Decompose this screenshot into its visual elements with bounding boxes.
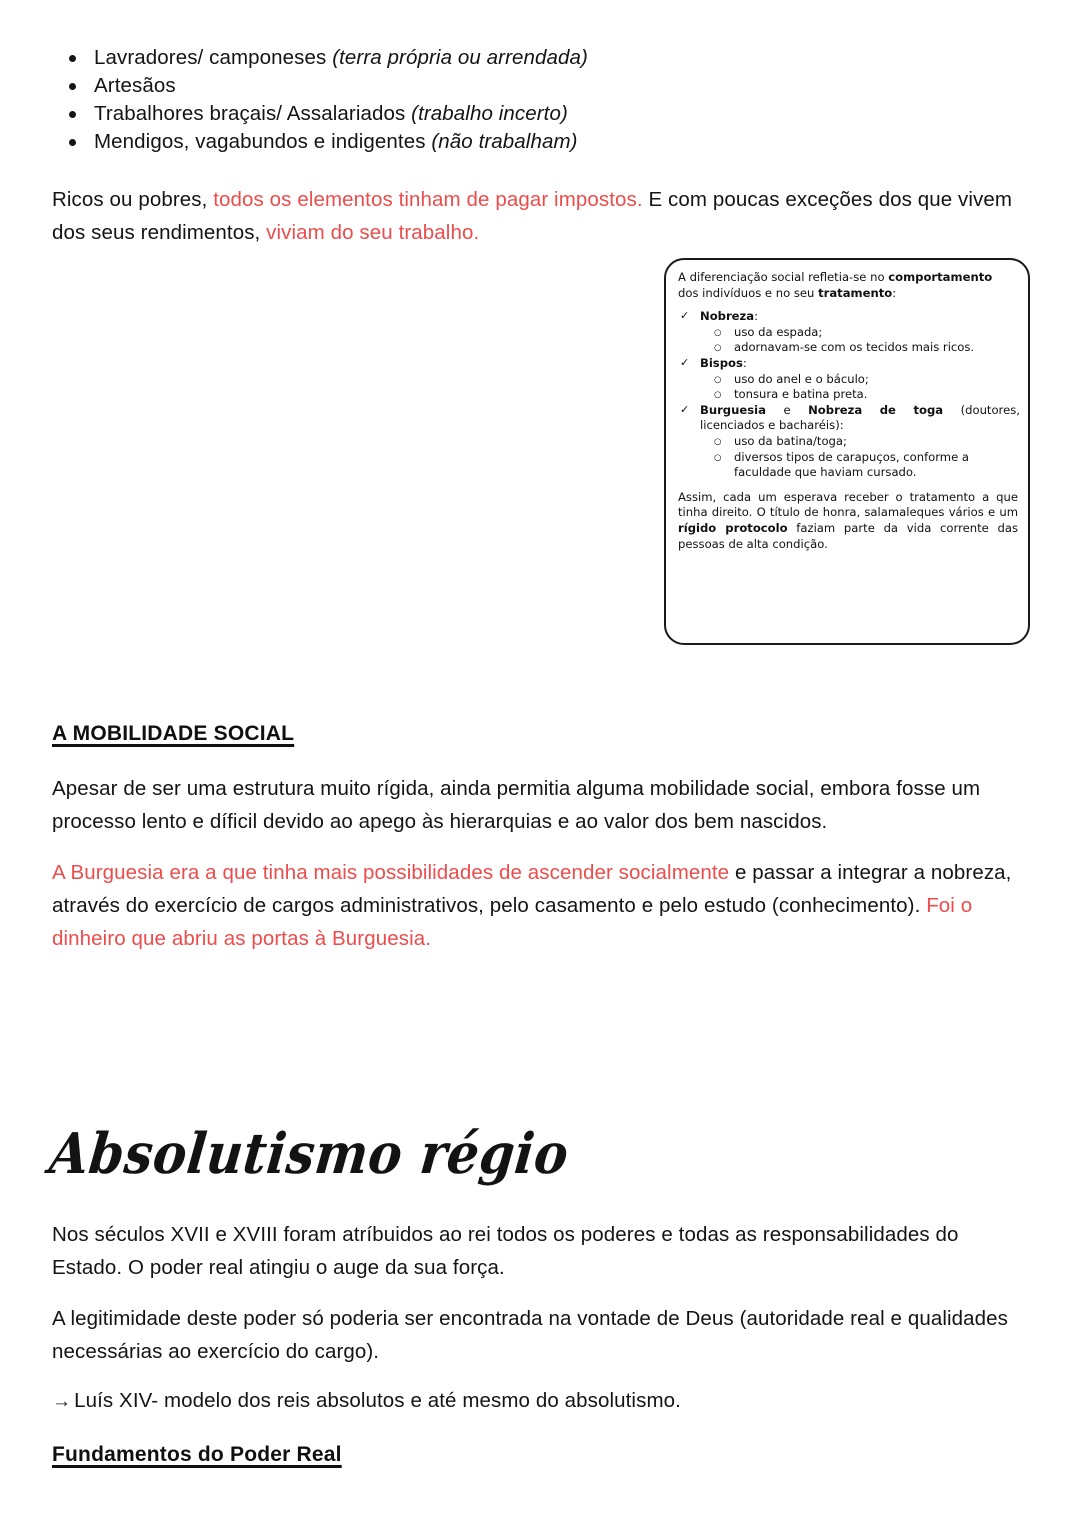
list-item-text: Mendigos, vagabundos e indigentes	[94, 130, 432, 153]
inset-intro-bold: comportamento	[888, 270, 993, 284]
paragraph-mobilidade: Apesar de ser uma estrutura muito rígida, ainda permitia alguma mobilidade social, embora fosse um processo lento e díficil devido ao apego às hierarquias e ao valor dos bem nascidos.	[52, 777, 981, 833]
inset-group-word: e	[783, 402, 791, 417]
inset-sub-list	[700, 325, 1022, 356]
inset-group-bispos	[678, 356, 1022, 403]
highlight-text: A Burguesia era a que tinha mais possibilidades de ascender socialmente	[52, 861, 730, 884]
inset-outro-bold: rígido protocolo	[678, 520, 788, 535]
list-item	[52, 128, 1012, 156]
inset-intro-text: dos indivíduos e no seu	[678, 285, 819, 300]
inset-sub-item: ○ uso da espada;	[700, 325, 1022, 341]
inset-intro-colon: :	[892, 285, 897, 300]
inset-sub-list	[700, 372, 1022, 403]
inset-sub-item: ○ uso do anel e o báculo;	[700, 372, 1022, 388]
text-segment: e passar a integrar a nobreza, através do exercício de cargos administrativos, pelo casamento e pelo estudo (conhecimento).	[52, 861, 1012, 917]
paragraph-burguesia	[52, 856, 1017, 955]
list-item	[52, 44, 1012, 72]
inset-group-title-row	[700, 403, 1022, 419]
arrow-right-icon: →	[52, 1391, 72, 1412]
paragraph-legitimidade: A legitimidade deste poder só poderia ser encontrada na vontade de Deus (autoridade real e qualidades necessárias ao exercício do cargo).	[52, 1307, 1009, 1363]
highlight-text: todos os elementos tinham de pagar impostos.	[213, 188, 643, 211]
inset-sub-list	[700, 434, 1022, 465]
list-item-note: (não trabalham)	[431, 130, 578, 153]
paragraph-seculos: Nos séculos XVII e XVIII foram atríbuidos ao rei todos os poderes e todas as responsabilidades do Estado. O poder real atingiu o auge da sua força.	[52, 1223, 959, 1279]
section-title-absolutismo-regio: Absolutismo régio	[46, 1120, 572, 1187]
highlight-text: Foi o dinheiro que abriu as portas à Burguesia.	[52, 894, 973, 950]
inset-intro	[678, 270, 1022, 301]
heading-fundamentos-poder-real: Fundamentos do Poder Real	[52, 1443, 342, 1466]
inset-sub-item-continuation: faculdade que haviam cursado.	[734, 465, 917, 480]
inset-group-nobreza	[678, 309, 1022, 356]
text-segment: Ricos ou pobres,	[52, 188, 214, 211]
inset-group-paren: (doutores,	[960, 402, 1020, 417]
text-segment: Luís XIV- modelo dos reis absolutos e até mesmo do absolutismo.	[74, 1389, 681, 1412]
list-item	[52, 100, 1012, 128]
list-item-note: (trabalho incerto)	[411, 102, 568, 125]
inset-group-burguesia	[678, 403, 1022, 481]
inset-group-subtitle: licenciados e bacharéis):	[700, 418, 844, 433]
list-item-text: Artesãos	[94, 74, 176, 97]
inset-group-word: ✓ Burguesia	[700, 402, 766, 417]
list-item-text: Trabalhores braçais/ Assalariados	[94, 102, 412, 125]
text-segment: E com poucas exceções dos que vivem dos seus rendimentos,	[52, 188, 1013, 244]
inset-group-title: Bispos	[700, 355, 743, 370]
list-item-text: Lavradores/ camponeses	[94, 46, 333, 69]
inset-group-word: de	[879, 402, 896, 417]
inset-outro	[678, 490, 1022, 552]
inset-sub-item: ○ tonsura e batina preta.	[700, 387, 1022, 403]
inset-outro-text: Assim, cada um esperava receber o tratamento a que tinha direito. O título de honra, salamaleques vários e um	[678, 489, 1018, 520]
inset-outro-text: faziam parte da vida corrente das pessoas de alta condição.	[678, 520, 1018, 551]
inset-group-word: toga	[913, 402, 944, 417]
paragraph-impostos	[52, 183, 1030, 249]
paragraph-luis-xiv	[52, 1384, 952, 1418]
inset-intro-bold: tratamento	[818, 285, 893, 300]
inset-group-colon: :	[742, 355, 747, 370]
inset-group-title: Nobreza	[700, 309, 755, 324]
inset-sub-item-line: diversos tipos de carapuços, conforme a	[734, 449, 970, 464]
highlight-text: viviam do seu trabalho.	[266, 221, 480, 244]
inset-sub-item	[700, 450, 1022, 466]
inset-intro-text: A diferenciação social refletia-se no	[678, 270, 889, 284]
list-item	[52, 72, 1012, 100]
heading-mobilidade-social: A MOBILIDADE SOCIAL	[52, 722, 295, 745]
inset-check-list	[678, 309, 1022, 481]
inset-sub-item: ○ adornavam-se com os tecidos mais ricos.	[700, 340, 1022, 356]
social-groups-list	[52, 44, 1012, 156]
inset-info-box	[664, 258, 1030, 645]
inset-group-word: Nobreza	[808, 402, 863, 417]
inset-sub-item: ○ uso da batina/toga;	[700, 434, 1022, 450]
list-item-note: (terra própria ou arrendada)	[332, 46, 588, 69]
inset-group-colon: :	[754, 309, 759, 324]
